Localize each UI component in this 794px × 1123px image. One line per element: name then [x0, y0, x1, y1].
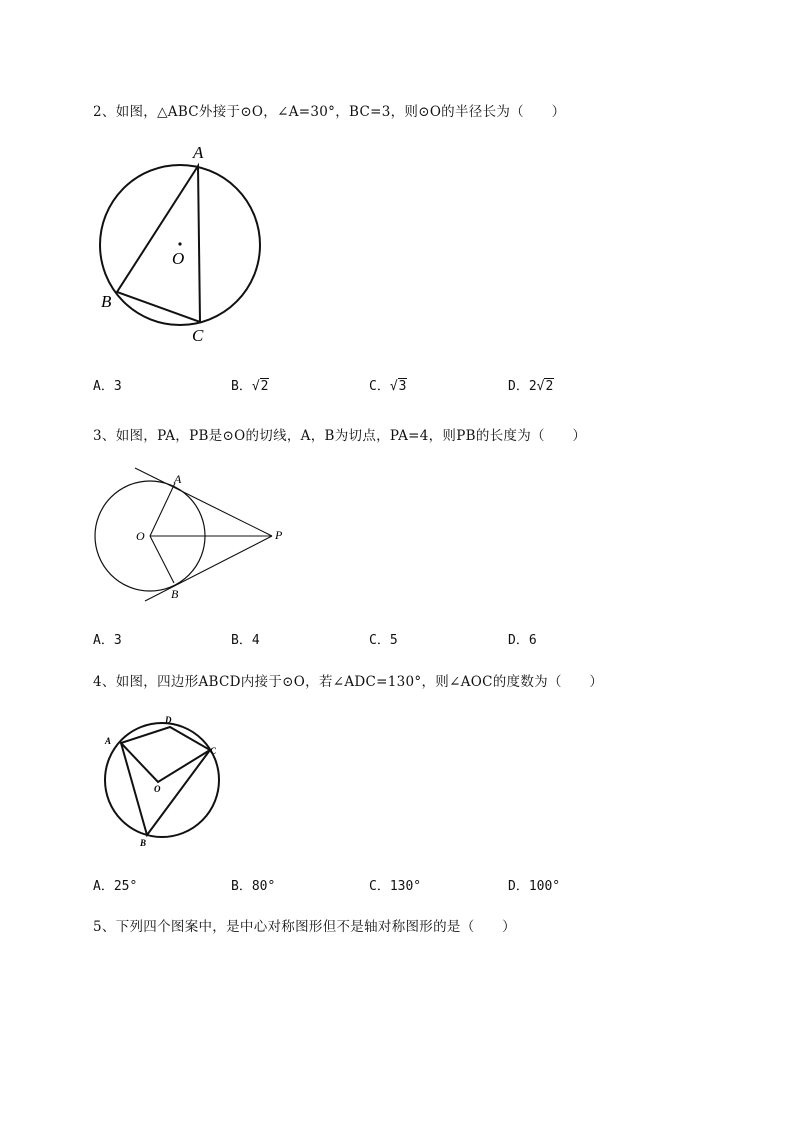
option-letter: C． — [369, 879, 390, 894]
option-letter: C． — [369, 379, 390, 394]
option-value: 3 — [113, 633, 122, 648]
q3-option-c[interactable] — [369, 629, 398, 648]
option-letter: D． — [508, 633, 529, 648]
option-value: 80° — [251, 879, 276, 894]
q4-figure — [98, 712, 228, 852]
option-value: 130° — [389, 879, 422, 894]
q2-triangle-abc — [117, 166, 200, 322]
q3-option-a[interactable] — [93, 629, 122, 648]
q4-radii-ao-oc — [121, 743, 210, 782]
option-letter: D． — [508, 379, 529, 394]
q4-label-b: B — [140, 838, 147, 848]
option-value: 4 — [251, 633, 260, 648]
q4-label-a: A — [105, 736, 112, 746]
q3-option-b[interactable] — [231, 629, 260, 648]
q5-stem: 5、下列四个图案中，是中心对称图形但不是轴对称图形的是（ ） — [93, 919, 516, 935]
q3-figure — [90, 465, 290, 605]
option-value: 3 — [113, 379, 122, 394]
option-value: 6 — [528, 633, 537, 648]
q2-option-a[interactable] — [93, 375, 122, 394]
q2-stem: 2、如图，△ABC外接于⊙O，∠A=30°，BC=3，则⊙O的半径长为（ ） — [93, 104, 566, 120]
option-letter: B． — [231, 379, 252, 394]
option-letter: D． — [508, 879, 529, 894]
option-letter: C． — [369, 633, 390, 648]
q4-option-d[interactable] — [508, 875, 560, 894]
q4-label-o: O — [154, 784, 161, 794]
q2-label-c: C — [192, 326, 204, 345]
option-radicand: 3 — [398, 379, 407, 394]
q4-label-c: C — [210, 746, 217, 756]
q2-option-c[interactable] — [369, 375, 407, 394]
q4-option-a[interactable] — [93, 875, 137, 894]
option-letter: A． — [93, 379, 114, 394]
q2-center-dot — [178, 242, 181, 245]
q3-option-d[interactable] — [508, 629, 537, 648]
sqrt-symbol: √3 — [389, 379, 407, 394]
q2-figure — [95, 140, 270, 350]
option-radicand: 2 — [260, 379, 269, 394]
q2-option-d[interactable] — [508, 375, 554, 394]
sqrt-symbol: √2 — [536, 379, 554, 394]
q4-option-c[interactable] — [369, 875, 421, 894]
option-value: 5 — [389, 633, 398, 648]
q3-label-b: B — [171, 587, 179, 601]
q4-stem: 4、如图，四边形ABCD内接于⊙O，若∠ADC=130°，则∠AOC的度数为（ ） — [93, 674, 604, 690]
q3-radius-ob — [150, 536, 174, 583]
q3-radius-oa — [150, 483, 175, 536]
q3-label-o: O — [136, 529, 145, 543]
option-letter: A． — [93, 633, 114, 648]
q2-label-b: B — [101, 292, 112, 311]
option-value: 100° — [528, 879, 561, 894]
q4-option-b[interactable] — [231, 875, 275, 894]
sqrt-symbol: √2 — [251, 379, 269, 394]
option-letter: B． — [231, 879, 252, 894]
q4-label-d: D — [165, 715, 172, 725]
option-value: 25° — [113, 879, 138, 894]
q2-label-o: O — [172, 249, 185, 268]
q2-label-a: A — [193, 143, 204, 162]
q4-quadrilateral-abcd — [121, 727, 210, 835]
option-prefix: 2 — [528, 379, 537, 394]
q3-label-p: P — [275, 528, 283, 542]
q3-tangent-pb — [145, 536, 272, 601]
q2-option-b[interactable] — [231, 375, 269, 394]
q3-label-a: A — [174, 472, 182, 486]
option-radicand: 2 — [545, 379, 554, 394]
option-letter: B． — [231, 633, 252, 648]
option-letter: A． — [93, 879, 114, 894]
q3-stem: 3、如图，PA，PB是⊙O的切线，A，B为切点，PA=4，则PB的长度为（ ） — [93, 428, 587, 444]
